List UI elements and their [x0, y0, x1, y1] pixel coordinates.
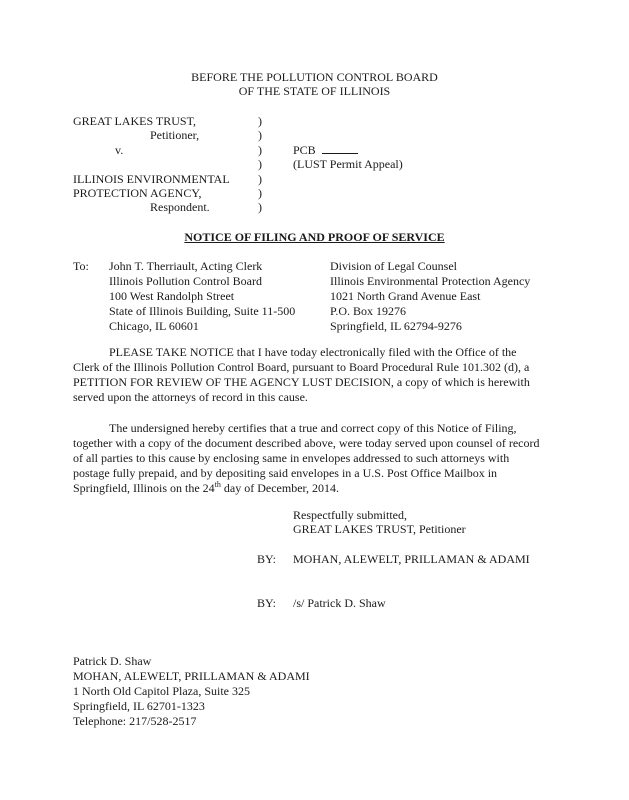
address-clerk — [109, 259, 295, 334]
caption-paren: ) — [258, 200, 262, 214]
court-name-line-2: OF THE STATE OF ILLINOIS — [238, 84, 391, 98]
document-title: NOTICE OF FILING AND PROOF OF SERVICE — [184, 230, 445, 244]
law-firm: MOHAN, ALEWELT, PRILLAMAN & ADAMI — [293, 552, 530, 566]
address-line: 100 West Randolph Street — [109, 289, 235, 303]
petitioner-role: Petitioner, — [150, 128, 200, 142]
certification-paragraph — [73, 421, 543, 496]
address-line: Division of Legal Counsel — [330, 259, 457, 273]
respondent-name-1: ILLINOIS ENVIRONMENTAL — [73, 172, 230, 186]
attorney-city: Springfield, IL 62701-1323 — [73, 699, 205, 713]
address-line: 1021 North Grand Avenue East — [330, 289, 481, 303]
caption-paren: ) — [258, 157, 262, 171]
petitioner-name: GREAT LAKES TRUST, — [73, 114, 197, 128]
by-label: BY: — [257, 552, 276, 566]
certification-text — [73, 421, 543, 496]
address-line: Illinois Environmental Protection Agency — [330, 274, 531, 288]
date-suffix: th — [214, 480, 221, 489]
address-line: John T. Therriault, Acting Clerk — [109, 259, 263, 273]
case-number-blank — [322, 144, 358, 154]
electronic-signature: /s/ Patrick D. Shaw — [293, 596, 386, 610]
court-name-line-1: BEFORE THE POLLUTION CONTROL BOARD — [191, 70, 438, 84]
address-line: Illinois Pollution Control Board — [109, 274, 263, 288]
address-line: State of Illinois Building, Suite 11-500 — [109, 304, 296, 318]
signing-party: GREAT LAKES TRUST, Petitioner — [293, 522, 466, 536]
address-agency — [330, 259, 530, 334]
address-line: P.O. Box 19276 — [330, 304, 407, 318]
attorney-firm: MOHAN, ALEWELT, PRILLAMAN & ADAMI — [73, 669, 310, 683]
address-line: Springfield, IL 62794-9276 — [330, 319, 462, 333]
notice-text: PLEASE TAKE NOTICE that I have today electronically filed with the Office of the Clerk of the Illinois Pollution Control Board, pursuant to Board Procedural Rule 101.302 (d), a PETITION FOR REVIEW OF THE AGENCY LUST DECISION, a copy of which is herewith served upon the attorneys of record in this cause. — [73, 345, 530, 404]
certification-text-end: day of December, 2014. — [220, 481, 340, 495]
certification-text-main: The undersigned hereby certifies that a true and correct copy of this Notice of Filing, together with a copy of the document described above, were today served upon counsel of record of all parties to this cause by enclosing same in envelopes addressed to such attorneys with postage fully prepaid, and by depositing said envelopes in a U.S. Post Office Mailbox in Springfield, Illinois on the 24 — [73, 421, 540, 495]
to-label: To: — [73, 259, 89, 273]
attorney-contact — [73, 654, 310, 729]
attorney-street: 1 North Old Capitol Plaza, Suite 325 — [73, 684, 250, 698]
case-number — [293, 143, 358, 158]
caption-paren: ) — [258, 143, 262, 157]
respondent-role: Respondent. — [150, 200, 210, 214]
by-label: BY: — [257, 596, 276, 610]
caption-paren: ) — [258, 114, 262, 128]
respondent-name-2: PROTECTION AGENCY, — [73, 186, 202, 200]
closing: Respectfully submitted, — [293, 508, 407, 522]
caption-paren: ) — [258, 128, 262, 142]
caption-paren: ) — [258, 172, 262, 186]
case-type: (LUST Permit Appeal) — [293, 157, 403, 171]
case-label: PCB — [293, 143, 316, 157]
address-line: Chicago, IL 60601 — [109, 319, 199, 333]
caption-paren: ) — [258, 186, 262, 200]
attorney-name: Patrick D. Shaw — [73, 654, 152, 668]
notice-paragraph — [73, 345, 543, 405]
attorney-phone: Telephone: 217/528-2517 — [73, 714, 197, 728]
versus: v. — [115, 143, 124, 157]
